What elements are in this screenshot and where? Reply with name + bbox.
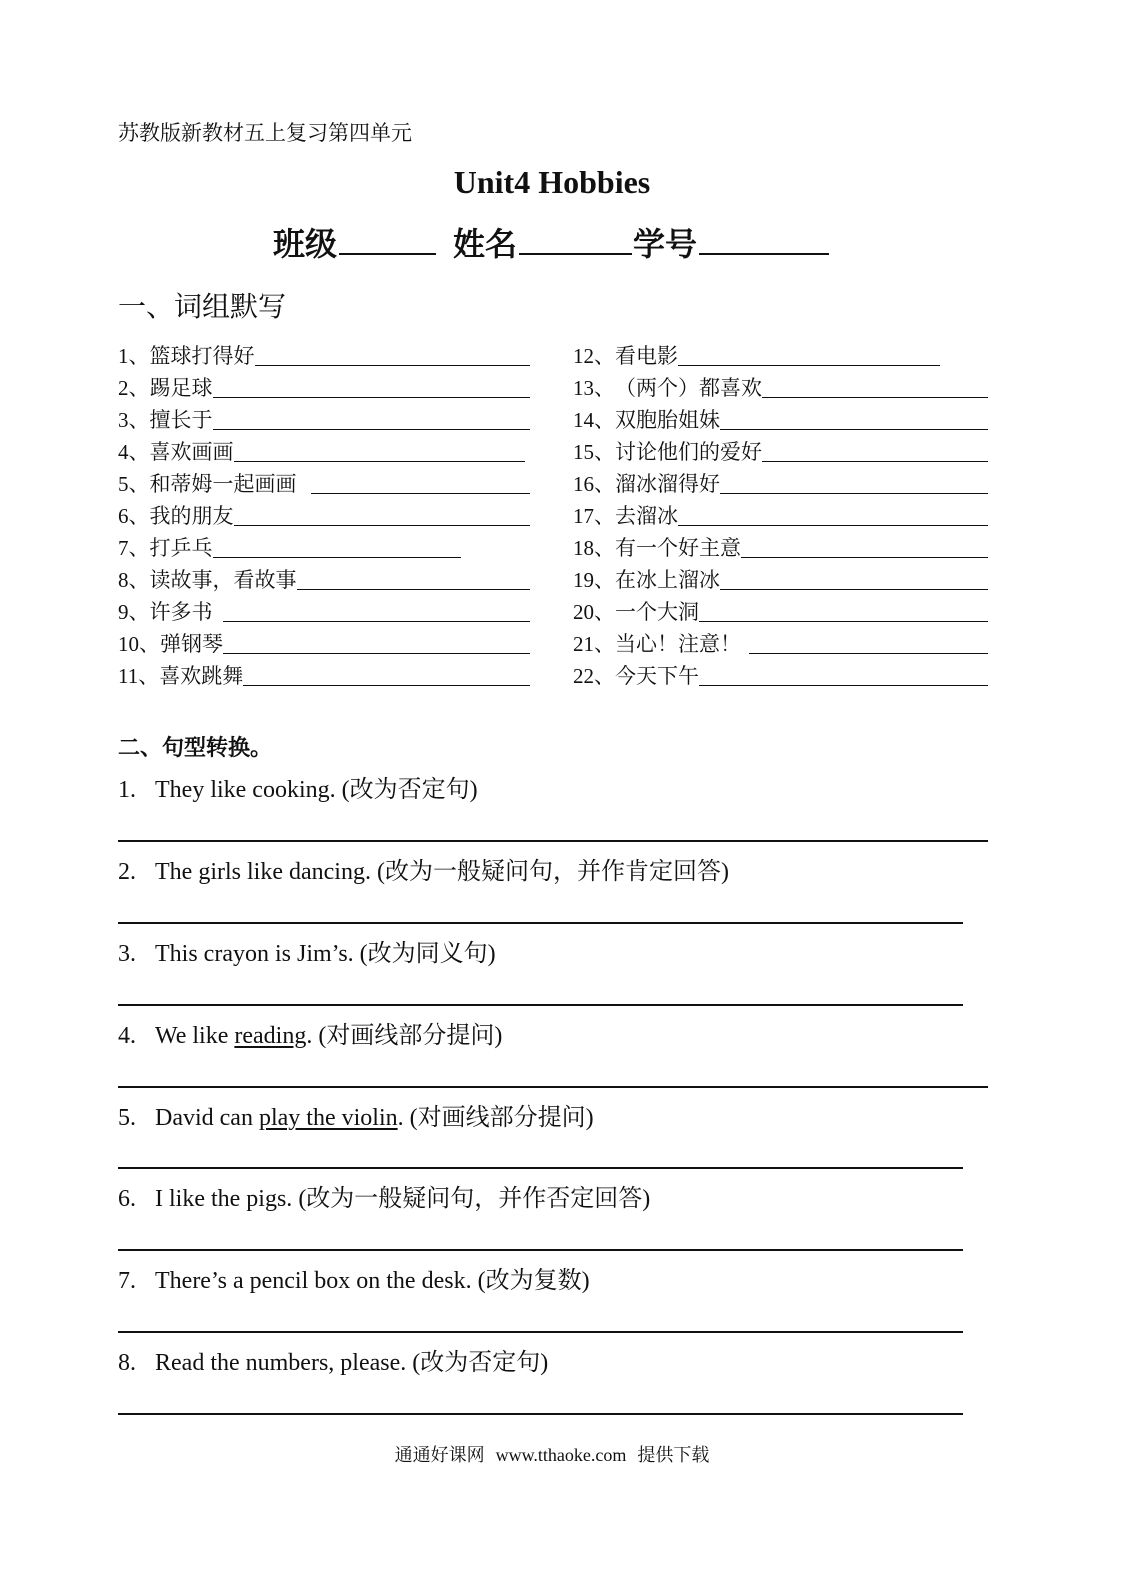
question-sentence-end: . — [306, 1023, 313, 1049]
phrase-item — [118, 374, 530, 402]
student-number-label: 学号 — [633, 226, 698, 262]
answer-line-2 — [118, 922, 963, 924]
worksheet-subtitle: 苏教版新教材五上复习第四单元 — [118, 121, 412, 145]
answer-blank — [749, 652, 988, 654]
footer-url: www.tthaoke.com — [495, 1445, 627, 1465]
question-sentence: The girls like dancing. — [155, 859, 371, 885]
student-number-blank — [699, 227, 829, 255]
question-instruction: (对画线部分提问) — [318, 1023, 503, 1049]
section2-heading: 二、句型转换。 — [118, 735, 273, 760]
question-sentence: There’s a pencil box on the desk. — [155, 1268, 472, 1294]
question-instruction: (对画线部分提问) — [409, 1105, 594, 1131]
phrase-item — [573, 502, 988, 530]
phrase-number: 21、 — [573, 632, 615, 656]
question-number: 4. — [118, 1023, 136, 1049]
phrase-number: 17、 — [573, 504, 615, 528]
phrase-text: 读故事，看故事 — [149, 568, 297, 592]
footer-site-name: 通通好课网 — [394, 1445, 485, 1465]
phrase-text: 许多书 — [149, 600, 213, 624]
phrase-number: 11、 — [118, 664, 160, 688]
answer-line-5 — [118, 1167, 963, 1169]
phrase-number: 2、 — [118, 376, 150, 400]
phrase-text: 和蒂姆一起画画 — [149, 472, 297, 496]
answer-blank — [762, 396, 988, 398]
phrase-text: 去溜冰 — [615, 504, 678, 528]
answer-blank — [213, 396, 531, 398]
page-footer — [0, 1442, 1104, 1468]
answer-blank — [213, 556, 462, 558]
question-instruction: (改为否定句) — [412, 1350, 549, 1376]
phrase-number: 9、 — [118, 600, 150, 624]
phrase-number: 19、 — [573, 568, 615, 592]
phrase-item — [118, 566, 530, 594]
phrase-text: 擅长于 — [149, 408, 213, 432]
worksheet-title: Unit4 Hobbies — [453, 164, 651, 200]
phrase-number: 3、 — [118, 408, 150, 432]
phrase-item — [573, 470, 988, 498]
phrase-text: 双胞胎姐妹 — [615, 408, 720, 432]
answer-blank — [699, 620, 988, 622]
underlined-phrase: reading — [234, 1023, 307, 1049]
phrase-text: 当心！注意！ — [615, 632, 741, 656]
answer-blank — [678, 364, 940, 366]
answer-blank — [234, 524, 531, 526]
phrase-number: 18、 — [573, 536, 615, 560]
phrase-text: 讨论他们的爱好 — [615, 440, 762, 464]
question-sentence-start: We like — [155, 1023, 229, 1049]
question-6 — [118, 1184, 650, 1214]
phrase-item — [573, 342, 988, 370]
section1-heading: 一、词组默写 — [118, 292, 287, 323]
phrase-number: 16、 — [573, 472, 615, 496]
answer-line-1 — [118, 840, 988, 842]
question-instruction: (改为同义句) — [359, 941, 496, 967]
phrase-text: 看电影 — [615, 344, 678, 368]
phrase-number: 13、 — [573, 376, 615, 400]
answer-blank — [699, 684, 988, 686]
phrase-item — [118, 630, 530, 658]
phrase-item — [573, 566, 988, 594]
question-number: 1. — [118, 777, 136, 803]
phrase-item — [573, 598, 988, 626]
phrase-number: 20、 — [573, 600, 615, 624]
question-number: 5. — [118, 1105, 136, 1131]
student-info-row — [273, 224, 829, 264]
phrase-item — [118, 534, 530, 562]
phrase-text: 弹钢琴 — [160, 632, 223, 656]
phrase-item — [118, 470, 530, 498]
phrase-number: 4、 — [118, 440, 150, 464]
class-blank — [339, 227, 436, 255]
answer-blank — [720, 588, 988, 590]
phrase-item — [573, 406, 988, 434]
question-5 — [118, 1103, 594, 1133]
answer-blank — [678, 524, 988, 526]
question-sentence: Read the numbers, please. — [155, 1350, 407, 1376]
phrase-number: 1、 — [118, 344, 150, 368]
question-number: 8. — [118, 1350, 136, 1376]
phrase-item — [118, 598, 530, 626]
answer-line-4 — [118, 1086, 988, 1088]
phrase-item — [573, 438, 988, 466]
question-4 — [118, 1021, 502, 1051]
phrase-item — [573, 374, 988, 402]
question-1 — [118, 775, 478, 805]
phrase-list-left — [118, 342, 530, 694]
question-instruction: (改为一般疑问句，并作肯定回答) — [376, 859, 729, 885]
name-label: 姓名 — [453, 226, 518, 262]
class-label: 班级 — [273, 226, 338, 262]
phrase-item — [573, 534, 988, 562]
phrase-item — [118, 438, 530, 466]
question-instruction: (改为复数) — [477, 1268, 590, 1294]
phrase-number: 15、 — [573, 440, 615, 464]
phrase-number: 12、 — [573, 344, 615, 368]
phrase-item — [573, 630, 988, 658]
phrase-list-right — [573, 342, 988, 694]
phrase-item — [118, 662, 530, 690]
answer-blank — [311, 492, 531, 494]
answer-line-7 — [118, 1331, 963, 1333]
answer-line-8 — [118, 1413, 963, 1415]
question-sentence: They like cooking. — [155, 777, 336, 803]
phrase-text: 有一个好主意 — [615, 536, 741, 560]
phrase-text: 在冰上溜冰 — [615, 568, 720, 592]
question-7 — [118, 1266, 590, 1296]
phrase-text: 踢足球 — [149, 376, 213, 400]
phrase-text: 打乒乓 — [149, 536, 213, 560]
question-number: 7. — [118, 1268, 136, 1294]
answer-blank — [243, 684, 530, 686]
question-3 — [118, 939, 496, 969]
question-number: 2. — [118, 859, 136, 885]
phrase-number: 7、 — [118, 536, 150, 560]
answer-blank — [223, 652, 530, 654]
phrase-text: 一个大洞 — [615, 600, 699, 624]
phrase-number: 5、 — [118, 472, 150, 496]
phrase-item — [573, 662, 988, 690]
phrase-text: 篮球打得好 — [149, 344, 255, 368]
phrase-text: 今天下午 — [615, 664, 699, 688]
answer-blank — [213, 428, 531, 430]
phrase-text: 喜欢画画 — [149, 440, 234, 464]
question-sentence: This crayon is Jim’s. — [155, 941, 354, 967]
answer-line-6 — [118, 1249, 963, 1251]
question-number: 3. — [118, 941, 136, 967]
phrase-number: 22、 — [573, 664, 615, 688]
phrase-number: 10、 — [118, 632, 160, 656]
question-sentence: I like the pigs. — [155, 1186, 293, 1212]
question-number: 6. — [118, 1186, 136, 1212]
answer-blank — [741, 556, 988, 558]
question-8 — [118, 1348, 548, 1378]
answer-blank — [234, 460, 526, 462]
phrase-item — [118, 406, 530, 434]
answer-blank — [255, 364, 531, 366]
question-instruction: (改为否定句) — [341, 777, 478, 803]
phrase-text: 溜冰溜得好 — [615, 472, 720, 496]
question-2 — [118, 857, 729, 887]
answer-blank — [297, 588, 531, 590]
question-sentence-end: . — [397, 1105, 404, 1131]
phrase-item — [118, 502, 530, 530]
phrase-number: 14、 — [573, 408, 615, 432]
answer-blank — [720, 492, 988, 494]
phrase-item — [118, 342, 530, 370]
answer-blank — [720, 428, 988, 430]
answer-blank — [762, 460, 988, 462]
name-blank — [519, 227, 632, 255]
question-instruction: (改为一般疑问句，并作否定回答) — [298, 1186, 651, 1212]
phrase-text: 我的朋友 — [149, 504, 234, 528]
phrase-number: 8、 — [118, 568, 150, 592]
phrase-text: 喜欢跳舞 — [159, 664, 244, 688]
phrase-number: 6、 — [118, 504, 150, 528]
answer-blank — [223, 620, 531, 622]
underlined-phrase: play the violin — [258, 1105, 398, 1131]
question-sentence-start: David can — [155, 1105, 253, 1131]
footer-note: 提供下载 — [637, 1445, 710, 1465]
phrase-text: （两个）都喜欢 — [615, 376, 762, 400]
answer-line-3 — [118, 1004, 963, 1006]
